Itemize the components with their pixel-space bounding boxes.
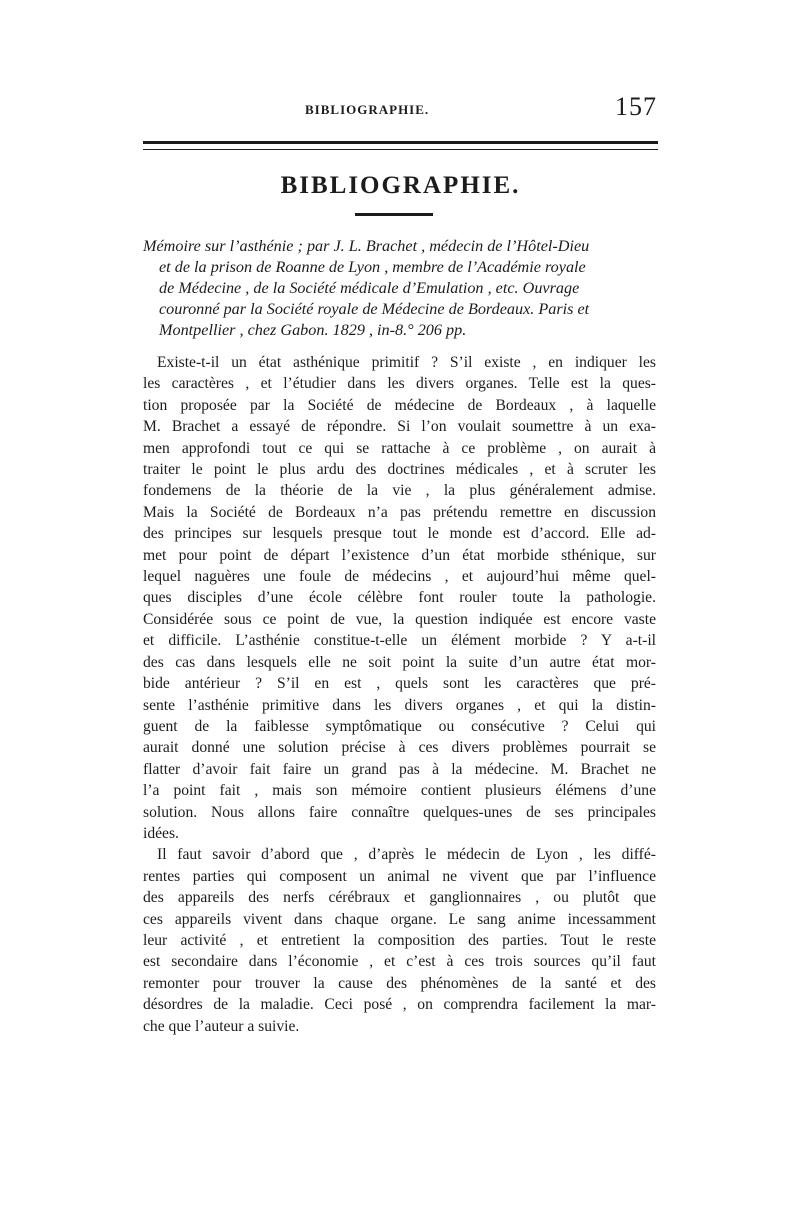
- text-line: rentes parties qui composent un animal ne vivent que par l’influence: [143, 867, 656, 885]
- title-rule: [355, 213, 433, 216]
- header-rule-thin: [143, 149, 658, 150]
- text-line: met pour point de départ l’existence d’un état morbide sthénique, sur: [143, 546, 656, 564]
- text-line: Considérée sous ce point de vue, la question indiquée est encore vaste: [143, 610, 656, 628]
- text-line: des cas dans lesquels elle ne soit point la suite d’un autre état mor-: [143, 653, 656, 671]
- text-line: traiter le point le plus ardu des doctrines médicales , et à scruter les: [143, 461, 656, 479]
- text-line: des appareils des nerfs cérébraux et ganglionnaires , ou plutôt que: [143, 889, 656, 907]
- text-line: che que l’auteur a suivie.: [143, 1017, 300, 1035]
- text-line: Existe-t-il un état asthénique primitif ? S’il existe , en indiquer les: [157, 354, 656, 371]
- text-line: aurait donné une solution précise à ces divers problèmes pourrait se: [143, 739, 656, 757]
- text-line: les caractères , et l’étudier dans les divers organes. Telle est la ques-: [143, 375, 656, 393]
- running-head: BIBLIOGRAPHIE.: [305, 102, 430, 117]
- text-line: Mais la Société de Bordeaux n’a pas prétendu remettre en discussion: [143, 503, 656, 521]
- body-text: [143, 352, 656, 1037]
- text-line: solution. Nous allons faire connaître quelques-unes de ses principales: [143, 803, 656, 821]
- text-line: fondemens de la théorie de la vie , la plus généralement admise.: [143, 482, 656, 500]
- text-line: sente l’asthénie primitive dans les divers organes , et qui la distin-: [143, 696, 656, 714]
- text-line: et difficile. L’asthénie constitue-t-elle un élément morbide ? Y a-t-il: [143, 632, 656, 650]
- citation-line: Montpellier , chez Gabon. 1829 , in-8.° 206 pp.: [159, 321, 467, 339]
- text-line: des principes sur lesquels presque tout le monde est d’accord. Elle ad-: [143, 525, 656, 543]
- text-line: tion proposée par la Société de médecine de Bordeaux , à laquelle: [143, 396, 656, 414]
- paragraph: [143, 352, 656, 844]
- citation-line: et de la prison de Roanne de Lyon , membre de l’Académie royale: [159, 258, 586, 276]
- citation-line: couronné par la Société royale de Médecine de Bordeaux. Paris et: [159, 300, 590, 318]
- bibliographic-citation: [143, 236, 653, 341]
- text-line: ces appareils vivent dans chaque organe. Le sang anime incessamment: [143, 910, 656, 928]
- text-line: remonter pour trouver la cause des phénomènes de la santé et des: [143, 974, 656, 992]
- text-line: leur activité , et entretient la composition des parties. Tout le reste: [143, 931, 656, 949]
- text-line: men approfondi tout ce qui se rattache à ce problème , on aurait à: [143, 439, 656, 457]
- text-line: M. Brachet a essayé de répondre. Si l’on voulait soumettre à un exa-: [143, 418, 656, 436]
- text-line: lequel naguères une foule de médecins , et aujourd’hui même quel-: [143, 568, 656, 586]
- citation-line: de Médecine , de la Société médicale d’Emulation , etc. Ouvrage: [159, 279, 580, 297]
- text-line: idées.: [143, 824, 179, 842]
- section-title: BIBLIOGRAPHIE.: [280, 172, 521, 199]
- text-line: est secondaire dans l’économie , et c’est à ces trois sources qu’il faut: [143, 953, 656, 971]
- text-line: flatter d’avoir fait faire un grand pas à la médecine. M. Brachet ne: [143, 760, 656, 778]
- citation-line: Mémoire sur l’asthénie ; par J. L. Brachet , médecin de l’Hôtel-Dieu: [143, 237, 590, 255]
- page-number: 157: [615, 92, 657, 121]
- paragraph: [143, 844, 656, 1037]
- text-line: désordres de la maladie. Ceci posé , on comprendra facilement la mar-: [143, 996, 656, 1014]
- text-line: guent de la faiblesse symptômatique ou consécutive ? Celui qui: [143, 717, 656, 735]
- text-line: l’a point fait , mais son mémoire contient plusieurs élémens d’une: [143, 782, 656, 800]
- text-line: bide antérieur ? S’il en est , quels sont les caractères que pré-: [143, 675, 656, 693]
- text-line: ques disciples d’une école célèbre font rouler toute la pathologie.: [143, 589, 656, 607]
- header-rule-thick: [143, 141, 658, 144]
- text-line: Il faut savoir d’abord que , d’après le médecin de Lyon , les diffé-: [157, 846, 656, 864]
